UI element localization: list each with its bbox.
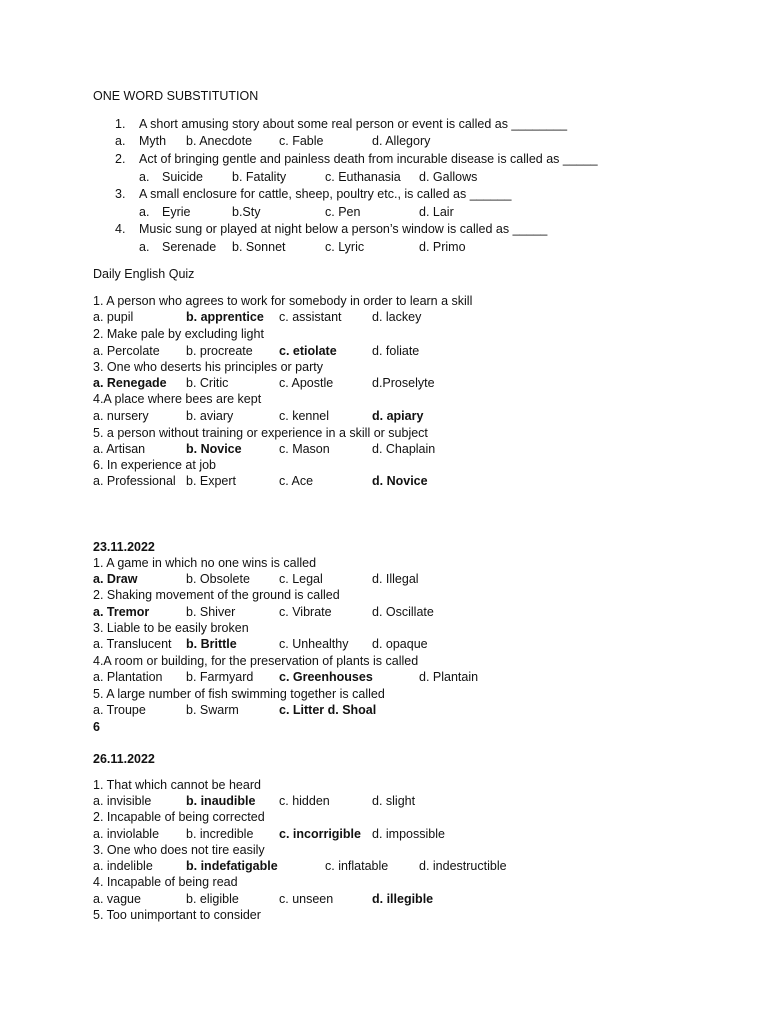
question: 5. a person without training or experience in a skill or subject [93,426,428,440]
options-row [93,309,693,325]
option: a. Troupe [93,703,146,717]
options-row [93,441,693,457]
option: a. vague [93,892,141,906]
option-answer: c. incorrigible [279,827,361,841]
q4-number: 4. [115,222,126,236]
options-row [93,891,693,907]
option-answer: d. apiary [372,409,424,423]
option: a. invisible [93,794,152,808]
date-heading: 23.11.2022 [93,540,155,554]
option: c. Pen [325,205,361,219]
option: d. impossible [372,827,445,841]
option: d.Proselyte [372,376,435,390]
q4-text: Music sung or played at night below a person’s window is called as _____ [139,222,548,236]
options-row [93,636,693,652]
option-answer: a. Renegade [93,376,167,390]
question: 5. A large number of fish swimming together is called [93,687,385,701]
option: d. slight [372,794,416,808]
page-title: ONE WORD SUBSTITUTION [93,89,259,103]
options-row [93,826,693,842]
q1-number: 1. [115,117,126,131]
option: c. Vibrate [279,605,332,619]
option-label: a. [115,134,126,148]
question: 1. A game in which no one wins is called [93,556,317,570]
option: c. Ace [279,474,314,488]
option: a. pupil [93,310,134,324]
option: d. Allegory [372,134,431,148]
option: c. hidden [279,794,330,808]
options-row [93,702,693,718]
question: 1. That which cannot be heard [93,778,261,792]
question: 3. One who does not tire easily [93,843,265,857]
question: 4. Incapable of being read [93,875,238,889]
question: 3. Liable to be easily broken [93,621,249,635]
option: a. Translucent [93,637,172,651]
option: a. nursery [93,409,149,423]
option: d. Oscillate [372,605,434,619]
option: a. indelible [93,859,153,873]
option: d. opaque [372,637,428,651]
options-row [93,793,693,809]
option: d. Gallows [419,170,478,184]
q2-text: Act of bringing gentle and painless death from incurable disease is called as _____ [139,152,598,166]
option: d. foliate [372,344,420,358]
option: Myth [139,134,167,148]
option: b. Farmyard [186,670,254,684]
option-answer: b. apprentice [186,310,264,324]
option: b. Expert [186,474,237,488]
option: b. aviary [186,409,234,423]
options-row [93,604,693,620]
option-answer: c. etiolate [279,344,337,358]
date-heading: 26.11.2022 [93,752,155,766]
option: Suicide [162,170,203,184]
option: b. Shiver [186,605,236,619]
option: c. Apostle [279,376,334,390]
options-row [93,375,693,391]
options-row [93,669,693,685]
option: Serenade [162,240,217,254]
question: 2. Incapable of being corrected [93,810,265,824]
question: 4.A place where bees are kept [93,392,262,406]
option: a. Artisan [93,442,146,456]
options-row [93,408,693,424]
option-answer: b. inaudible [186,794,256,808]
option: b. eligible [186,892,239,906]
option-answer: d. illegible [372,892,434,906]
option: b. Anecdote [186,134,253,148]
section-heading: Daily English Quiz [93,267,195,281]
options-row [93,571,693,587]
question: 2. Make pale by excluding light [93,327,264,341]
option-answer: a. Tremor [93,605,150,619]
question: 6. In experience at job [93,458,216,472]
option-answer: b. Novice [186,442,242,456]
stray-number: 6 [93,720,100,734]
option: b. incredible [186,827,254,841]
option: b. Critic [186,376,229,390]
question: 1. A person who agrees to work for somebody in order to learn a skill [93,294,473,308]
option: d. Chaplain [372,442,436,456]
option: c. Euthanasia [325,170,401,184]
option: a. Professional [93,474,176,488]
option: d. indestructible [419,859,507,873]
q3-number: 3. [115,187,126,201]
option: c. unseen [279,892,334,906]
option: b. Sonnet [232,240,286,254]
option: a. inviolable [93,827,160,841]
option: d. Illegal [372,572,419,586]
option-label: a. [139,170,150,184]
question: 4.A room or building, for the preservation of plants is called [93,654,419,668]
option: c. inflatable [325,859,389,873]
option-answer: d. Novice [372,474,428,488]
option: c. assistant [279,310,342,324]
q2-number: 2. [115,152,126,166]
question: 2. Shaking movement of the ground is called [93,588,340,602]
option-label: a. [139,240,150,254]
option-answer: c. Greenhouses [279,670,373,684]
options-row [93,473,693,489]
option: Eyrie [162,205,191,219]
question: 5. Too unimportant to consider [93,908,261,922]
option-answer: b. Brittle [186,637,237,651]
option: a. Percolate [93,344,160,358]
q3-options [139,204,739,220]
option: c. Mason [279,442,330,456]
option: b. Obsolete [186,572,250,586]
option: d. lackey [372,310,422,324]
q1-options [115,133,715,149]
q1-text: A short amusing story about some real person or event is called as ________ [139,117,568,131]
options-row [93,343,693,359]
options-row [93,858,693,874]
option: b.Sty [232,205,261,219]
option: c. Unhealthy [279,637,349,651]
option: b. Swarm [186,703,239,717]
option: b. Fatality [232,170,287,184]
option-answer: b. indefatigable [186,859,278,873]
option: c. Lyric [325,240,365,254]
option: d. Lair [419,205,454,219]
option: d. Primo [419,240,466,254]
option: c. kennel [279,409,330,423]
option: c. Legal [279,572,323,586]
option: a. Plantation [93,670,163,684]
question: 3. One who deserts his principles or party [93,360,323,374]
q2-options [139,169,739,185]
option: b. procreate [186,344,253,358]
option: c. Fable [279,134,324,148]
option-answer: c. Litter d. Shoal [279,703,377,717]
q4-options [139,239,739,255]
option-answer: a. Draw [93,572,138,586]
q3-text: A small enclosure for cattle, sheep, poultry etc., is called as ______ [139,187,512,201]
option: d. Plantain [419,670,479,684]
option-label: a. [139,205,150,219]
